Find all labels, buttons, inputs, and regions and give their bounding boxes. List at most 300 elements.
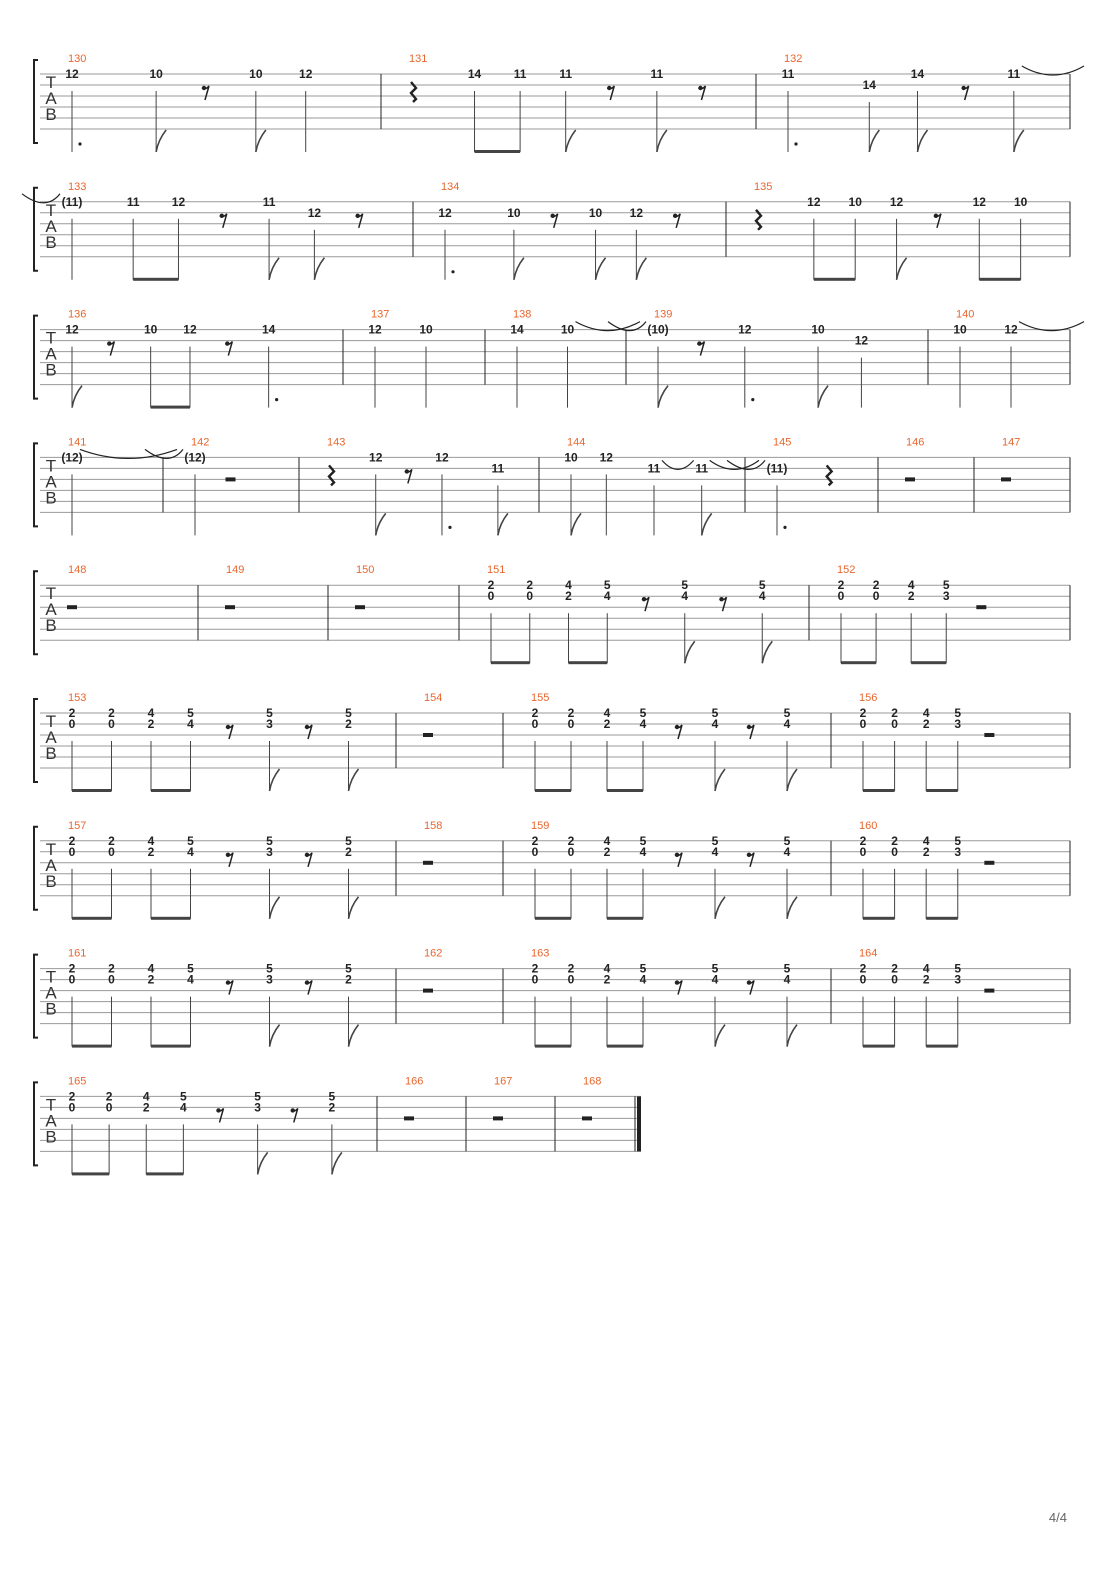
measure-number: 145 bbox=[773, 436, 792, 449]
system-bracket bbox=[34, 188, 38, 271]
fret-number: 3 bbox=[954, 717, 962, 731]
eighth-flag bbox=[917, 130, 927, 152]
note-beam bbox=[607, 789, 643, 792]
fret-number: 10 bbox=[848, 194, 862, 209]
fret-number: 12 bbox=[1004, 322, 1018, 337]
note-beam bbox=[535, 789, 571, 792]
measure bbox=[145, 436, 299, 535]
measure bbox=[68, 1075, 377, 1175]
eighth-rest bbox=[673, 214, 680, 228]
fret-number: 2 bbox=[345, 717, 352, 731]
fret-number: 4 bbox=[922, 833, 930, 848]
eighth-rest bbox=[675, 725, 682, 739]
fret-number: 2 bbox=[142, 1100, 150, 1115]
rhythm-dot bbox=[451, 270, 454, 273]
measure-number: 160 bbox=[859, 819, 878, 832]
note-beam bbox=[72, 1172, 109, 1175]
fret-number: 12 bbox=[299, 67, 313, 81]
eighth-flag bbox=[270, 897, 280, 919]
measure bbox=[859, 948, 1070, 1048]
fret-number: 14 bbox=[910, 67, 925, 81]
note-beam bbox=[979, 278, 1020, 281]
measure bbox=[859, 820, 1070, 920]
half-rest bbox=[225, 605, 235, 609]
fret-number: 5 bbox=[639, 706, 647, 720]
half-rest bbox=[423, 861, 433, 865]
fret-number: 2 bbox=[907, 589, 915, 604]
fret-number: 3 bbox=[266, 844, 273, 859]
note-beam bbox=[151, 1045, 191, 1048]
eighth-flag bbox=[685, 641, 695, 663]
half-rest bbox=[67, 605, 77, 609]
fret-number: 4 bbox=[922, 706, 930, 720]
eighth-rest bbox=[747, 981, 754, 995]
note-beam bbox=[569, 661, 608, 664]
fret-number: 2 bbox=[567, 706, 575, 720]
eighth-rest bbox=[675, 981, 682, 995]
fret-number: 5 bbox=[711, 706, 719, 720]
note-beam bbox=[841, 661, 876, 664]
system-bracket bbox=[34, 699, 38, 782]
fret-number: 2 bbox=[922, 844, 930, 859]
fret-number: 14 bbox=[467, 67, 482, 81]
fret-number: 2 bbox=[837, 578, 845, 593]
tab-clef-letter: B bbox=[45, 232, 57, 252]
half-rest bbox=[404, 1116, 414, 1120]
note-beam bbox=[911, 661, 946, 664]
eighth-flag bbox=[270, 769, 280, 791]
tab-system bbox=[34, 1075, 641, 1175]
half-rest bbox=[226, 477, 236, 481]
fret-number: 11 bbox=[126, 194, 140, 209]
measure-number: 163 bbox=[531, 947, 550, 960]
measure-number: 155 bbox=[531, 692, 550, 704]
measure bbox=[859, 692, 1070, 792]
fret-number: 4 bbox=[783, 972, 791, 987]
fret-number: 4 bbox=[187, 844, 194, 859]
tab-clef-letter: A bbox=[45, 855, 57, 875]
measure-number: 132 bbox=[784, 53, 803, 65]
measure bbox=[531, 692, 831, 792]
half-rest bbox=[976, 605, 986, 609]
eighth-rest bbox=[551, 214, 558, 228]
eighth-flag bbox=[349, 897, 359, 919]
measure bbox=[68, 948, 396, 1048]
half-rest bbox=[355, 605, 365, 609]
fret-number: 0 bbox=[837, 589, 845, 604]
fret-number: 5 bbox=[603, 578, 611, 593]
measure-number: 157 bbox=[68, 819, 87, 832]
fret-number: 2 bbox=[565, 589, 572, 604]
tab-system bbox=[34, 436, 1070, 535]
fret-number: 2 bbox=[872, 578, 880, 593]
eighth-rest bbox=[720, 597, 727, 611]
tab-clef-letter: B bbox=[45, 616, 57, 636]
fret-number: 5 bbox=[266, 706, 273, 720]
fret-number: 5 bbox=[180, 1089, 187, 1104]
eighth-flag bbox=[596, 258, 606, 280]
fret-number: 5 bbox=[345, 961, 352, 976]
fret-number: (12) bbox=[184, 450, 206, 465]
tab-system bbox=[34, 309, 1084, 409]
fret-number: 2 bbox=[68, 706, 76, 720]
fret-number: 4 bbox=[783, 717, 791, 731]
fret-number: 12 bbox=[368, 322, 382, 337]
half-rest bbox=[984, 861, 994, 865]
tab-clef-letter: B bbox=[45, 488, 57, 508]
measure-number: 152 bbox=[837, 564, 856, 577]
fret-number: 10 bbox=[1013, 194, 1028, 209]
note-beam bbox=[926, 1045, 958, 1048]
eighth-flag bbox=[715, 897, 725, 919]
note-beam bbox=[133, 278, 178, 281]
system-bracket bbox=[34, 316, 38, 399]
note-beam bbox=[863, 789, 895, 792]
eighth-rest bbox=[305, 853, 312, 867]
fret-number: 3 bbox=[954, 844, 962, 859]
tab-system bbox=[34, 948, 1070, 1048]
fret-number: 12 bbox=[738, 322, 752, 337]
eighth-flag bbox=[869, 130, 879, 152]
system-bracket bbox=[34, 1082, 38, 1165]
eighth-flag bbox=[787, 897, 797, 919]
fret-number: 4 bbox=[922, 961, 930, 976]
note-beam bbox=[151, 917, 191, 920]
fret-number: 5 bbox=[942, 578, 950, 593]
eighth-rest bbox=[642, 597, 649, 611]
measure-number: 139 bbox=[654, 308, 673, 321]
fret-number: 2 bbox=[531, 833, 539, 848]
fret-number: 0 bbox=[891, 972, 898, 987]
measure-number: 167 bbox=[494, 1075, 513, 1088]
tab-clef-letter: B bbox=[45, 105, 57, 124]
fret-number: 5 bbox=[783, 833, 791, 848]
measure bbox=[564, 436, 759, 535]
fret-number: 0 bbox=[108, 972, 115, 987]
measure bbox=[782, 53, 1084, 152]
measure bbox=[22, 181, 413, 281]
fret-number: 11 bbox=[781, 67, 795, 81]
measure-number: 133 bbox=[68, 180, 87, 193]
fret-number: 2 bbox=[147, 844, 155, 859]
eighth-rest bbox=[934, 214, 941, 228]
fret-number: 5 bbox=[266, 833, 273, 848]
tab-clef-letter: T bbox=[45, 456, 57, 476]
fret-number: 4 bbox=[783, 844, 791, 859]
fret-number: 12 bbox=[807, 194, 821, 209]
note-beam bbox=[926, 917, 958, 920]
measure bbox=[531, 820, 831, 920]
fret-number: 10 bbox=[507, 205, 521, 220]
half-rest bbox=[984, 733, 994, 737]
eighth-flag bbox=[715, 1025, 725, 1047]
fret-number: 10 bbox=[953, 322, 967, 337]
fret-number: 2 bbox=[68, 833, 76, 848]
note-beam bbox=[607, 917, 643, 920]
eighth-flag bbox=[702, 513, 712, 535]
fret-number: 4 bbox=[711, 844, 719, 859]
fret-number: 4 bbox=[147, 833, 155, 848]
measure-number: 166 bbox=[405, 1075, 424, 1088]
measure bbox=[837, 564, 1070, 664]
fret-number: 2 bbox=[526, 578, 534, 593]
eighth-flag bbox=[269, 258, 279, 280]
note-beam bbox=[151, 406, 190, 409]
rhythm-dot bbox=[794, 142, 797, 145]
note-beam bbox=[72, 1045, 112, 1048]
eighth-flag bbox=[256, 130, 266, 152]
fret-number: 12 bbox=[435, 450, 449, 465]
measure bbox=[409, 53, 756, 153]
eighth-rest bbox=[226, 981, 233, 995]
measure-number: 149 bbox=[226, 564, 245, 577]
measure bbox=[754, 181, 1070, 281]
fret-number: 12 bbox=[438, 205, 452, 220]
measure-number: 153 bbox=[68, 692, 87, 704]
fret-number: 10 bbox=[588, 205, 603, 220]
fret-number: 0 bbox=[872, 589, 880, 604]
fret-number: (11) bbox=[766, 461, 788, 476]
fret-number: 12 bbox=[629, 205, 644, 220]
fret-number: 0 bbox=[891, 717, 898, 731]
fret-number: 0 bbox=[567, 972, 575, 987]
half-rest bbox=[423, 989, 433, 993]
note-beam bbox=[926, 789, 958, 792]
tab-clef-letter: T bbox=[45, 1095, 57, 1115]
tab-clef-letter: A bbox=[45, 728, 57, 747]
measure bbox=[65, 309, 343, 409]
note-beam bbox=[72, 789, 112, 792]
note-beam bbox=[491, 661, 530, 664]
fret-number: 5 bbox=[187, 706, 194, 720]
eighth-flag bbox=[332, 1152, 342, 1174]
fret-number: 12 bbox=[171, 194, 186, 209]
fret-number: 10 bbox=[143, 322, 158, 337]
half-rest bbox=[1001, 477, 1011, 481]
fret-number: 2 bbox=[891, 706, 898, 720]
fret-number: 4 bbox=[603, 589, 611, 604]
measure bbox=[327, 436, 539, 535]
tab-clef-letter: T bbox=[45, 200, 57, 220]
fret-number: 0 bbox=[567, 717, 575, 731]
fret-number: 12 bbox=[889, 194, 904, 209]
tab-clef-letter: A bbox=[45, 600, 57, 620]
fret-number: 2 bbox=[147, 717, 155, 731]
tab-clef-letter: T bbox=[45, 73, 57, 92]
note-beam bbox=[814, 278, 855, 281]
tab-clef-letter: A bbox=[45, 983, 57, 1003]
fret-number: 2 bbox=[105, 1089, 113, 1104]
tab-system bbox=[34, 564, 1070, 664]
fret-number: 0 bbox=[859, 717, 867, 731]
fret-number: 0 bbox=[859, 972, 867, 987]
eighth-rest bbox=[962, 86, 969, 100]
fret-number: 2 bbox=[345, 972, 352, 987]
eighth-rest bbox=[405, 469, 412, 483]
fret-number: 4 bbox=[187, 972, 194, 987]
measure-number: 151 bbox=[487, 564, 506, 577]
fret-number: (10) bbox=[647, 322, 669, 337]
measure-number: 158 bbox=[424, 819, 443, 832]
tab-clef-letter: B bbox=[45, 744, 57, 763]
fret-number: 11 bbox=[513, 67, 527, 81]
measure bbox=[438, 181, 726, 280]
eighth-flag bbox=[715, 769, 725, 791]
eighth-flag bbox=[72, 386, 82, 408]
measure-number: 161 bbox=[68, 947, 87, 960]
fret-number: 5 bbox=[783, 961, 791, 976]
fret-number: 2 bbox=[531, 961, 539, 976]
rhythm-dot bbox=[275, 398, 278, 401]
fret-number: 12 bbox=[854, 333, 869, 348]
fret-number: 3 bbox=[942, 589, 950, 604]
fret-number: 12 bbox=[972, 194, 986, 209]
system-bracket bbox=[34, 955, 38, 1038]
fret-number: 4 bbox=[681, 589, 689, 604]
fret-number: 0 bbox=[859, 844, 867, 859]
fret-number: 0 bbox=[531, 717, 539, 731]
measure-number: 141 bbox=[68, 436, 87, 449]
fret-number: 2 bbox=[567, 961, 575, 976]
fret-number: 11 bbox=[559, 67, 573, 81]
eighth-flag bbox=[258, 1152, 268, 1174]
fret-number: 0 bbox=[105, 1100, 113, 1115]
fret-number: 5 bbox=[783, 706, 791, 720]
measure-number: 164 bbox=[859, 947, 878, 960]
measure-number: 135 bbox=[754, 180, 773, 193]
eighth-flag bbox=[498, 513, 508, 535]
fret-number: 4 bbox=[639, 844, 647, 859]
fret-number: 0 bbox=[68, 717, 76, 731]
fret-number: 4 bbox=[187, 717, 194, 731]
note-beam bbox=[151, 789, 191, 792]
fret-number: 12 bbox=[65, 322, 79, 337]
measure-number: 134 bbox=[441, 180, 460, 193]
eighth-rest bbox=[226, 853, 233, 867]
measure-number: 137 bbox=[371, 308, 390, 321]
fret-number: 14 bbox=[261, 322, 276, 337]
fret-number: 2 bbox=[603, 717, 611, 731]
fret-number: 12 bbox=[369, 450, 383, 465]
eighth-rest bbox=[305, 725, 312, 739]
fret-number: 12 bbox=[599, 450, 613, 465]
eighth-flag bbox=[762, 641, 772, 663]
tab-clef-letter: A bbox=[45, 89, 57, 108]
fret-number: 5 bbox=[954, 833, 962, 848]
fret-number: 0 bbox=[526, 589, 534, 604]
fret-number: 4 bbox=[758, 589, 766, 604]
fret-number: 4 bbox=[565, 578, 572, 593]
measure bbox=[510, 309, 640, 408]
page-number: 4/4 bbox=[1048, 1510, 1067, 1525]
fret-number: 5 bbox=[266, 961, 273, 976]
fret-number: 5 bbox=[187, 961, 194, 976]
rhythm-dot bbox=[751, 398, 754, 401]
measure bbox=[531, 948, 831, 1048]
eighth-rest bbox=[747, 853, 754, 867]
tab-system bbox=[34, 692, 1070, 792]
tab-system bbox=[34, 53, 1084, 153]
fret-number: 10 bbox=[564, 450, 578, 465]
tab-system bbox=[34, 820, 1070, 920]
measure-number: 144 bbox=[567, 436, 586, 449]
measure-number: 162 bbox=[424, 947, 443, 960]
eighth-flag bbox=[636, 258, 646, 280]
eighth-flag bbox=[314, 258, 324, 280]
fret-number: 4 bbox=[180, 1100, 187, 1115]
fret-number: 2 bbox=[859, 706, 867, 720]
measure-number: 131 bbox=[409, 53, 428, 65]
fret-number: 11 bbox=[491, 461, 505, 476]
fret-number: 2 bbox=[891, 961, 898, 976]
fret-number: 0 bbox=[108, 717, 115, 731]
fret-number: 10 bbox=[149, 67, 163, 81]
fret-number: 2 bbox=[147, 972, 155, 987]
fret-number: 2 bbox=[68, 1089, 76, 1104]
fret-number: 0 bbox=[68, 972, 76, 987]
measure bbox=[727, 436, 878, 535]
fret-number: 0 bbox=[487, 589, 495, 604]
eighth-rest bbox=[225, 342, 232, 356]
eighth-flag bbox=[571, 513, 581, 535]
eighth-rest bbox=[220, 214, 227, 228]
tab-clef-letter: T bbox=[45, 712, 57, 731]
tab-clef-letter: T bbox=[45, 839, 57, 859]
system-bracket bbox=[34, 827, 38, 910]
fret-number: 5 bbox=[345, 833, 352, 848]
fret-number: 0 bbox=[567, 844, 575, 859]
fret-number: 10 bbox=[249, 67, 263, 81]
rhythm-dot bbox=[448, 526, 451, 529]
fret-number: 0 bbox=[68, 844, 76, 859]
measure bbox=[65, 53, 381, 152]
note-beam bbox=[863, 917, 895, 920]
half-rest bbox=[905, 477, 915, 481]
fret-number: 0 bbox=[68, 1100, 76, 1115]
tab-clef-letter: B bbox=[45, 360, 57, 380]
measure-number: 168 bbox=[583, 1075, 602, 1088]
fret-number: 10 bbox=[419, 322, 433, 337]
eighth-flag bbox=[514, 258, 524, 280]
measure-number: 146 bbox=[906, 436, 925, 449]
fret-number: 4 bbox=[639, 972, 647, 987]
fret-number: 4 bbox=[711, 717, 719, 731]
fret-number: 4 bbox=[147, 961, 155, 976]
fret-number: 5 bbox=[328, 1089, 336, 1104]
measure-number: 156 bbox=[859, 692, 878, 704]
eighth-flag bbox=[897, 258, 907, 280]
fret-number: 2 bbox=[108, 833, 115, 848]
half-rest bbox=[582, 1116, 592, 1120]
eighth-flag bbox=[349, 1025, 359, 1047]
eighth-rest bbox=[202, 86, 209, 100]
fret-number: 2 bbox=[345, 844, 352, 859]
eighth-flag bbox=[787, 769, 797, 791]
measure-number: 142 bbox=[191, 436, 210, 449]
system-bracket bbox=[34, 571, 38, 654]
eighth-rest bbox=[305, 981, 312, 995]
fret-number: 2 bbox=[603, 972, 611, 987]
fret-number: (12) bbox=[61, 450, 83, 465]
eighth-rest bbox=[697, 342, 704, 356]
fret-number: 4 bbox=[147, 706, 155, 720]
fret-number: 12 bbox=[183, 322, 197, 337]
fret-number: 3 bbox=[266, 717, 273, 731]
measure-number: 159 bbox=[531, 819, 550, 832]
fret-number: 0 bbox=[891, 844, 898, 859]
fret-number: 2 bbox=[108, 961, 115, 976]
fret-number: 4 bbox=[907, 578, 915, 593]
